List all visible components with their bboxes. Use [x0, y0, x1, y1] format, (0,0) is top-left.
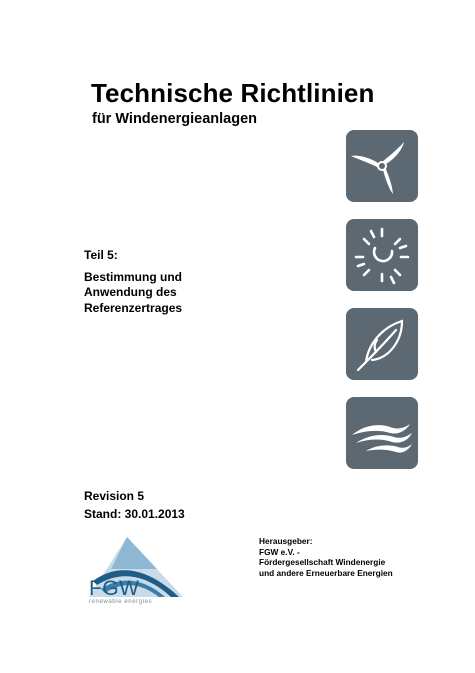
publisher-block — [259, 536, 393, 578]
part-number: Teil 5: — [84, 248, 118, 262]
part-block — [84, 248, 182, 316]
wind-turbine-tile — [346, 130, 418, 202]
part-title-line: Referenzertrages — [84, 300, 183, 315]
publisher-line: FGW e.V. - — [259, 546, 300, 557]
publisher-line: und andere Erneuerbare Energien — [259, 567, 393, 578]
revision-date: Stand: 30.01.2013 — [84, 507, 185, 521]
part-title-line: Anwendung des — [84, 285, 177, 299]
logo-tagline: renewable energies — [89, 599, 153, 605]
leaf-icon — [346, 308, 418, 380]
water-wave-tile — [346, 397, 418, 469]
publisher-label: Herausgeber: — [259, 536, 313, 546]
leaf-tile — [346, 308, 418, 380]
document-subtitle: für Windenergieanlagen — [92, 111, 258, 127]
part-title-line: Bestimmung und — [84, 269, 182, 284]
revision-number: Revision 5 — [84, 489, 145, 503]
logo-text: FGW — [89, 577, 140, 600]
water-wave-icon — [346, 397, 418, 469]
sun-icon — [346, 219, 418, 291]
revision-block — [84, 487, 185, 523]
publisher-line: Fördergesellschaft Windenergie — [259, 557, 386, 567]
wind-turbine-icon — [346, 130, 418, 202]
sun-tile — [346, 219, 418, 291]
document-title: Technische Richtlinien — [91, 78, 375, 108]
